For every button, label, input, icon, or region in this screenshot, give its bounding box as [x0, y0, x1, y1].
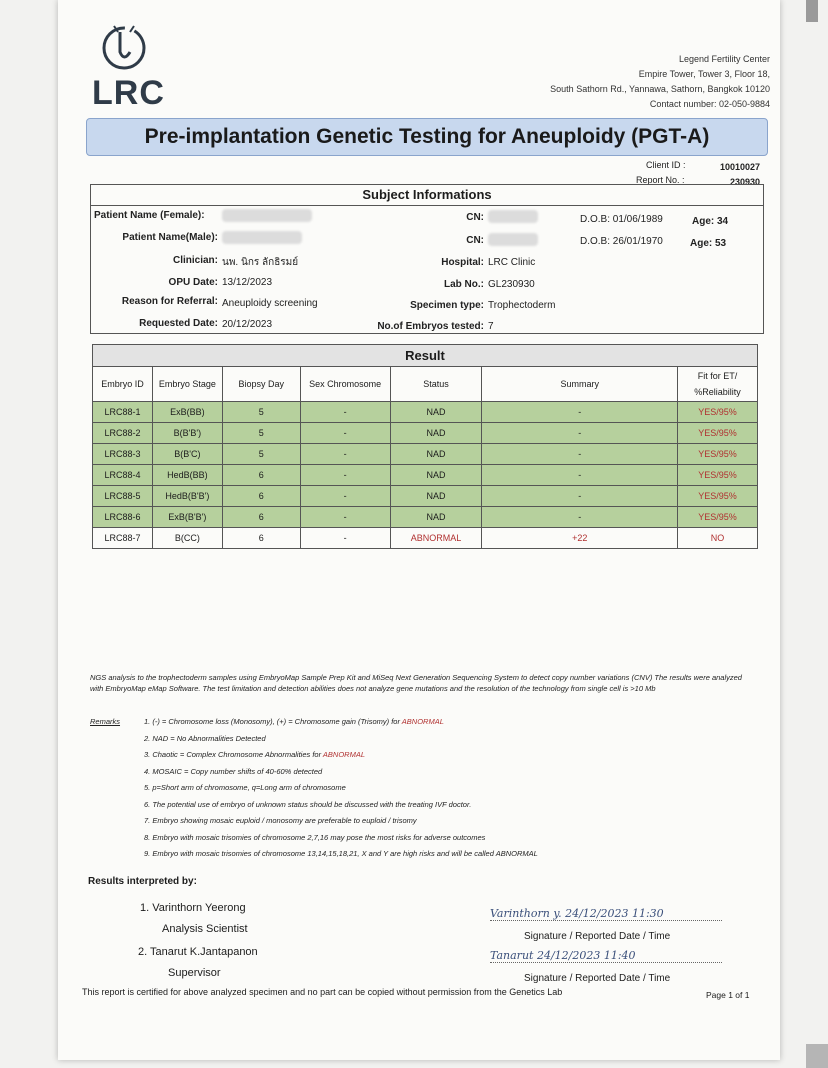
- cell-status: NAD: [390, 402, 482, 423]
- embryos-tested-label: No.of Embryos tested:: [377, 321, 484, 332]
- cell-stage: B(CC): [152, 528, 222, 549]
- cell-fit: NO: [678, 528, 758, 549]
- cell-day: 6: [222, 465, 300, 486]
- lab-no-label: Lab No.:: [444, 279, 484, 290]
- col-summary: Summary: [482, 367, 678, 402]
- dob-male: D.O.B: 26/01/1970: [580, 236, 663, 247]
- hospital-label: Hospital:: [441, 257, 484, 268]
- table-row: [93, 486, 758, 507]
- cell-day: 5: [222, 423, 300, 444]
- cell-id: LRC88-2: [93, 423, 153, 444]
- cell-stage: B(B'C): [152, 444, 222, 465]
- client-id-label: Client ID :: [646, 160, 686, 170]
- redacted-cn: [488, 233, 538, 246]
- cell-stage: ExB(B'B'): [152, 507, 222, 528]
- address-line: Empire Tower, Tower 3, Floor 18,: [638, 69, 770, 79]
- cell-id: LRC88-6: [93, 507, 153, 528]
- remark-item: 2. NAD = No Abnormalities Detected: [144, 733, 266, 743]
- address-line: Contact number: 02-050-9884: [649, 99, 770, 109]
- cell-id: LRC88-5: [93, 486, 153, 507]
- cn-label: CN:: [466, 235, 484, 246]
- age-female: Age: 34: [692, 216, 729, 227]
- cell-status: NAD: [390, 486, 482, 507]
- cell-fit: YES/95%: [678, 486, 758, 507]
- cell-summary: -: [482, 486, 678, 507]
- cell-sex: -: [300, 423, 390, 444]
- client-id-value: 10010027: [720, 162, 761, 172]
- table-row: [93, 465, 758, 486]
- specimen-label: Specimen type:: [410, 300, 484, 311]
- table-row: [93, 423, 758, 444]
- table-row: [93, 528, 758, 549]
- cell-sex: -: [300, 528, 390, 549]
- cn-label: CN:: [466, 212, 484, 223]
- remark-item: 7. Embryo showing mosaic euploid / monosomy are preferable to euploid / trisomy: [144, 816, 417, 825]
- hospital-value: LRC Clinic: [488, 257, 536, 268]
- col-fit-et: Fit for ET/ %Reliability: [678, 367, 758, 402]
- cell-day: 6: [222, 486, 300, 507]
- address-line: Legend Fertility Center: [678, 54, 770, 64]
- opu-date-label: OPU Date:: [168, 277, 218, 288]
- redacted-name: [222, 231, 302, 244]
- cell-status: ABNORMAL: [390, 528, 482, 549]
- cell-fit: YES/95%: [678, 423, 758, 444]
- remarks-list: [144, 714, 744, 863]
- signature-line-1: [490, 904, 722, 921]
- cell-status: NAD: [390, 423, 482, 444]
- interpreted-by-heading: Results interpreted by:: [88, 876, 197, 887]
- redacted-cn: [488, 210, 538, 223]
- cell-id: LRC88-3: [93, 444, 153, 465]
- signature-label-2: Signature / Reported Date / Time: [524, 973, 671, 984]
- page-number: Page 1 of 1: [706, 990, 750, 1000]
- specimen-value: Trophectoderm: [488, 300, 556, 311]
- cell-fit: YES/95%: [678, 507, 758, 528]
- result-heading: Result: [405, 348, 445, 363]
- remark-item: 9. Embryo with mosaic trisomies of chromosome 13,14,15,18,21, X and Y are high risks and will be called ABNORMAL: [144, 849, 538, 858]
- cell-stage: B(B'B'): [152, 423, 222, 444]
- cell-summary: -: [482, 444, 678, 465]
- requested-date-value: 20/12/2023: [222, 319, 273, 330]
- col-embryo-stage: Embryo Stage: [152, 367, 222, 402]
- cell-day: 6: [222, 507, 300, 528]
- remark-item: 8. Embryo with mosaic trisomies of chromosome 2,7,16 may pose the most risks for adverse outcomes: [144, 832, 486, 842]
- cell-summary: -: [482, 423, 678, 444]
- signature-label-1: Signature / Reported Date / Time: [524, 931, 671, 942]
- signature-handwriting-2: Tanarut 24/12/2023 11:40: [490, 949, 636, 962]
- report-page: [58, 0, 780, 1060]
- person2-name: 2. Tanarut K.Jantapanon: [138, 946, 258, 958]
- lab-no-value: GL230930: [488, 279, 535, 290]
- table-row: [93, 444, 758, 465]
- col-status: Status: [390, 367, 482, 402]
- report-title: Pre-implantation Genetic Testing for Aneuploidy (PGT-A): [86, 118, 768, 156]
- cell-sex: -: [300, 465, 390, 486]
- subject-info-heading: Subject Informations: [91, 185, 763, 206]
- remark-item: 6. The potential use of embryo of unknown status should be discussed with the treating IVF doctor.: [144, 799, 472, 809]
- cell-status: NAD: [390, 444, 482, 465]
- ngs-analysis-note: NGS analysis to the trophectoderm samples using EmbryoMap Sample Prep Kit and MiSeq Next Generation Sequencing System to detect copy number variations (CNV) The results were analyzed with EmbryoMap eMap Software. The test limitation and detection abilities does not analyze gene mutations and the resolution of the technology from single cell is >10 Mb: [90, 673, 742, 693]
- cell-fit: YES/95%: [678, 402, 758, 423]
- cell-status: NAD: [390, 465, 482, 486]
- result-heading-bar: [92, 344, 758, 367]
- cell-fit: YES/95%: [678, 444, 758, 465]
- remark-item: 1. (-) = Chromosome loss (Monosomy), (+) = Chromosome gain (Trisomy) for ABNORMAL: [144, 717, 444, 726]
- cell-sex: -: [300, 507, 390, 528]
- cell-summary: -: [482, 507, 678, 528]
- cell-sex: -: [300, 444, 390, 465]
- cell-id: LRC88-4: [93, 465, 153, 486]
- cell-sex: -: [300, 402, 390, 423]
- cell-sex: -: [300, 486, 390, 507]
- age-male: Age: 53: [690, 238, 727, 249]
- referral-value: Aneuploidy screening: [222, 298, 318, 309]
- patient-male-label: Patient Name(Male):: [122, 232, 218, 243]
- cell-fit: YES/95%: [678, 465, 758, 486]
- patient-female-label: Patient Name (Female):: [94, 210, 205, 221]
- embryos-tested-value: 7: [488, 321, 494, 332]
- cell-id: LRC88-7: [93, 528, 153, 549]
- result-table: [92, 366, 758, 549]
- table-row: [93, 402, 758, 423]
- remark-item: 5. p=Short arm of chromosome, q=Long arm of chromosome: [144, 783, 346, 792]
- photo-edge-shadow: [806, 0, 818, 22]
- remark-item: 3. Chaotic = Complex Chromosome Abnormalities for ABNORMAL: [144, 750, 365, 759]
- report-no-label: Report No. :: [636, 175, 685, 185]
- requested-date-label: Requested Date:: [139, 318, 218, 329]
- person1-role: Analysis Scientist: [162, 923, 248, 935]
- redacted-name: [222, 209, 312, 222]
- cell-day: 6: [222, 528, 300, 549]
- col-embryo-id: Embryo ID: [93, 367, 153, 402]
- opu-date-value: 13/12/2023: [222, 277, 273, 288]
- cell-summary: -: [482, 402, 678, 423]
- result-header-row: [93, 367, 758, 402]
- person1-name: 1. Varinthorn Yeerong: [140, 902, 246, 914]
- clinician-label: Clinician:: [172, 255, 218, 266]
- signature-handwriting-1: Varinthorn y. 24/12/2023 11:30: [490, 907, 664, 920]
- remark-item: 4. MOSAIC = Copy number shifts of 40-60% detected: [144, 766, 323, 776]
- table-row: [93, 507, 758, 528]
- person2-role: Supervisor: [168, 967, 221, 979]
- cell-stage: ExB(BB): [152, 402, 222, 423]
- address-block: [470, 52, 770, 112]
- dob-female: D.O.B: 01/06/1989: [580, 214, 663, 225]
- signature-line-2: [490, 946, 722, 963]
- clinician-value: นพ. นิกร ลักธิรมย์: [222, 257, 299, 268]
- certification-note: This report is certified for above analyzed specimen and no part can be copied without permission from the Genetics Lab: [82, 987, 563, 997]
- cell-day: 5: [222, 444, 300, 465]
- cell-stage: HedB(B'B'): [152, 486, 222, 507]
- report-no-value: 230930: [730, 177, 761, 187]
- cell-summary: -: [482, 465, 678, 486]
- cell-day: 5: [222, 402, 300, 423]
- cell-stage: HedB(BB): [152, 465, 222, 486]
- logo-text: LRC: [92, 74, 165, 112]
- cell-status: NAD: [390, 507, 482, 528]
- cell-summary: +22: [482, 528, 678, 549]
- cell-id: LRC88-1: [93, 402, 153, 423]
- col-sex-chromosome: Sex Chromosome: [300, 367, 390, 402]
- referral-label: Reason for Referral:: [121, 296, 218, 307]
- col-biopsy-day: Biopsy Day: [222, 367, 300, 402]
- lrc-logo-icon: [94, 22, 154, 74]
- photo-edge-shadow: [806, 1044, 828, 1068]
- address-line: South Sathorn Rd., Yannawa, Sathorn, Bangkok 10120: [550, 84, 770, 94]
- remarks-label: Remarks: [90, 717, 121, 726]
